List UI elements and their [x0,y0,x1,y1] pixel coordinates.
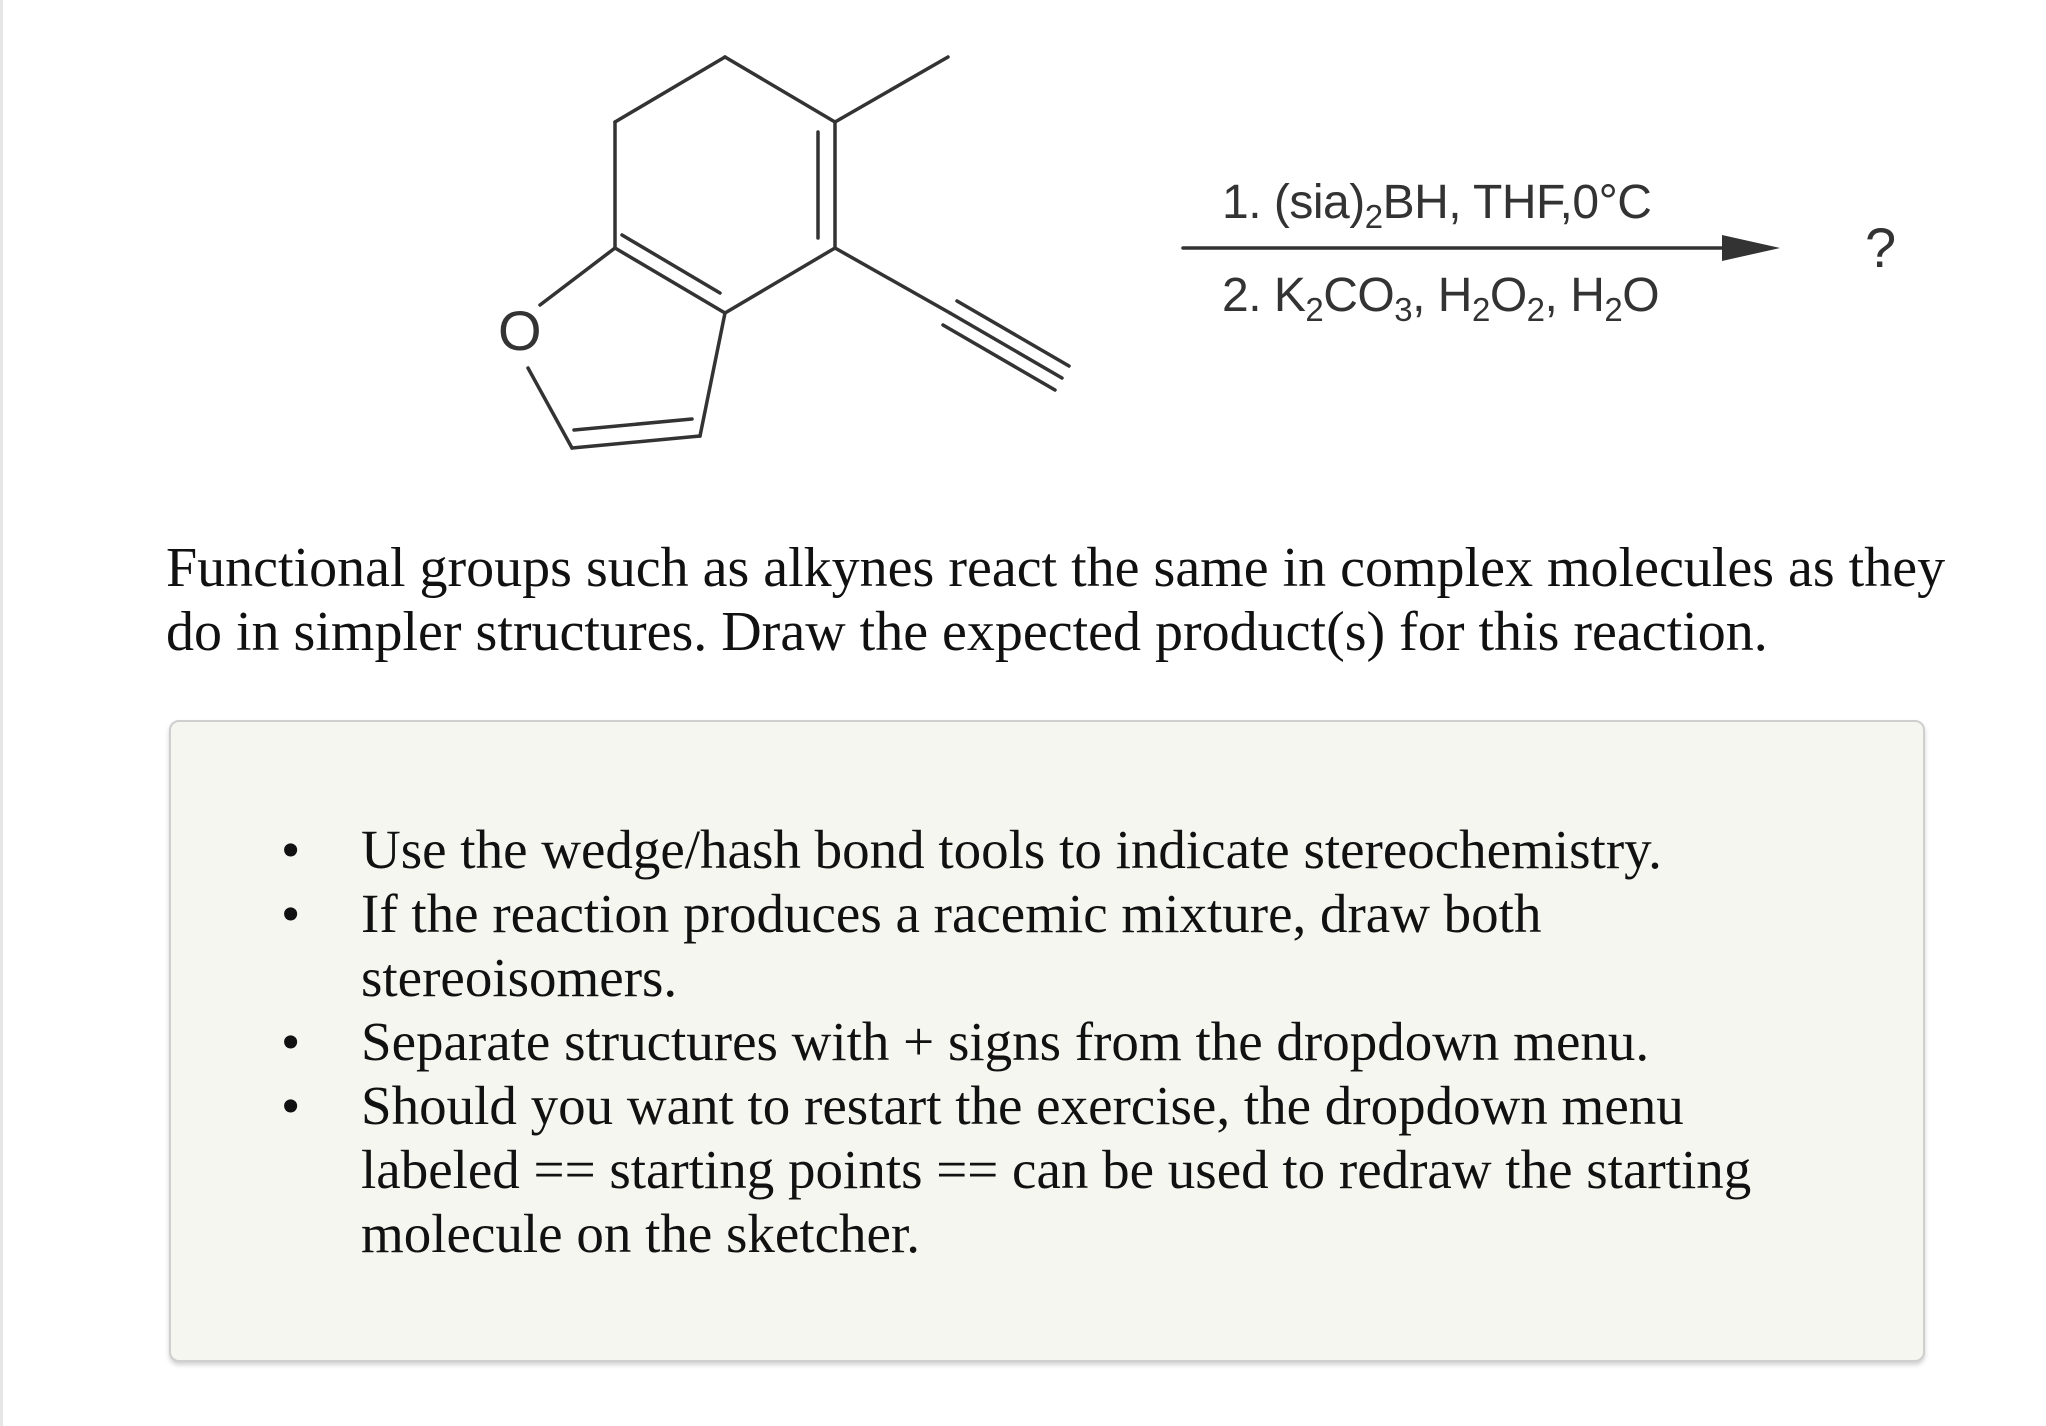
starting-molecule-structure [0,0,2046,500]
bond-o-c [528,368,572,448]
reaction-scheme [0,0,2046,500]
bullet-icon: • [281,819,301,880]
instruction-text: Use the wedge/hash bond tools to indicate stereochemistry. [361,819,1662,880]
bond [725,248,835,313]
oxygen-atom-label: O [498,299,542,362]
bond-methyl [835,57,948,122]
instruction-item [281,818,1851,882]
alkyne-bond [943,325,1055,390]
instruction-text: Separate structures with + signs from the dropdown menu. [361,1011,1650,1072]
instruction-text: Should you want to restart the exercise, the dropdown menu labeled == starting points == can be used to redraw the starting molecule on the sketcher. [361,1075,1752,1264]
bond-c-o [540,248,615,305]
reaction-arrow-head [1722,235,1780,261]
reagent-step-2: 2. $K_2CO_3$, $H_2O_2$, $H_2O$ [1222,269,1660,328]
instructions-box [169,720,1925,1362]
bond-double-inner [574,419,692,430]
bullet-icon: • [281,1011,301,1072]
bond [615,57,725,122]
bond [572,436,700,448]
product-placeholder: ? [1865,216,1897,279]
bond [835,248,950,313]
bullet-icon: • [281,1075,301,1136]
question-text: Functional groups such as alkynes react the same in complex molecules as they do in simpler structures. Draw the expected product(s) for this reaction. [166,537,1946,663]
bond [700,313,725,436]
bond [725,57,835,122]
instruction-item [281,1074,1851,1266]
instruction-item [281,1010,1851,1074]
reagent-step-1: 1. $(sia)_2BH$, THF,0°C [1222,176,1652,235]
bond [615,248,725,313]
instruction-text: If the reaction produces a racemic mixture, draw both stereoisomers. [361,883,1542,1008]
bond-double-inner [622,235,720,293]
instructions-list [281,818,1851,1266]
instruction-item [281,882,1851,1010]
alkyne-bond [957,301,1069,366]
bullet-icon: • [281,883,301,944]
alkyne-bond [950,313,1062,378]
